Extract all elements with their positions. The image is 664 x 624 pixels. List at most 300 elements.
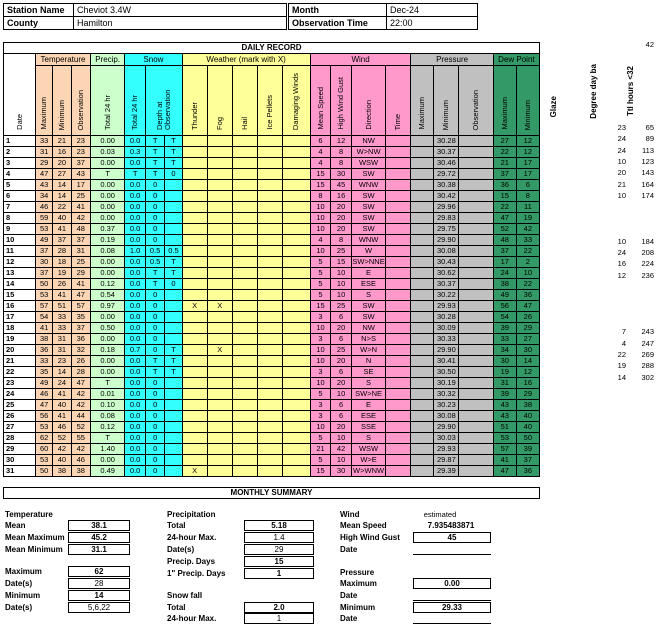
cell-temp-min: 31 [53, 334, 71, 345]
cell-temp-max: 50 [36, 279, 53, 290]
table-row [4, 334, 540, 345]
cell-thunder [182, 444, 207, 455]
cell-dew-min: 36 [516, 466, 539, 477]
cell-temp-max: 33 [36, 356, 53, 367]
cell-time [386, 279, 411, 290]
cell-time [386, 444, 411, 455]
cell-date: 27 [4, 422, 36, 433]
cell-temp-min: 41 [53, 290, 71, 301]
cell-precip-total: 0.18 [90, 345, 124, 356]
degree-day-value: 7 [621, 327, 626, 337]
station-info [3, 3, 287, 30]
cell-ice-pellets [258, 356, 283, 367]
cell-snow-depth-2 [165, 213, 182, 224]
cell-ice-pellets [258, 301, 283, 312]
cell-high-gust: 12 [331, 136, 352, 147]
temp-heading: Temperature [5, 510, 53, 519]
cell-precip-total: 0.12 [90, 422, 124, 433]
station-value: Cheviot 3.4W [74, 4, 287, 17]
cell-snow-total: 0.0 [125, 202, 146, 213]
cell-high-gust: 25 [331, 246, 352, 257]
cell-snow-depth-2 [165, 312, 182, 323]
cell-thunder [182, 147, 207, 158]
cell-temp-max: 53 [36, 290, 53, 301]
cell-snow-total: 0.0 [125, 191, 146, 202]
cell-pressure-min: 30.62 [434, 268, 459, 279]
cell-snow-depth: 0 [145, 312, 164, 323]
cell-temp-min: 42 [53, 444, 71, 455]
cell-thunder [182, 213, 207, 224]
cell-pressure-obs [459, 147, 493, 158]
cell-snow-total: 0.0 [125, 466, 146, 477]
cell-temp-obs: 42 [71, 389, 90, 400]
cell-temp-min: 41 [53, 411, 71, 422]
col-time: Time [386, 66, 411, 136]
cell-time [386, 466, 411, 477]
pressure-max-date-label: Date [340, 591, 358, 600]
col-thunder: Thunder [182, 66, 207, 136]
cell-temp-min: 33 [53, 312, 71, 323]
pressure-min-label: Minimum [340, 603, 376, 612]
table-row [4, 246, 540, 257]
temp-min-dates-label: Date(s) [5, 603, 33, 612]
degree-day-value: 10 [617, 191, 626, 201]
cell-time [386, 356, 411, 367]
cell-temp-obs: 35 [71, 312, 90, 323]
cell-temp-min: 41 [53, 389, 71, 400]
cell-dew-min: 17 [516, 169, 539, 180]
cell-time [386, 246, 411, 257]
cell-temp-min: 40 [53, 455, 71, 466]
degree-day-value: 10 [617, 236, 626, 246]
cell-dew-min: 19 [516, 213, 539, 224]
cell-ice-pellets [258, 136, 283, 147]
cell-pressure-max [411, 202, 434, 213]
cell-pressure-max [411, 323, 434, 334]
cell-direction: WNW [351, 235, 385, 246]
table-row [4, 378, 540, 389]
cell-ice-pellets [258, 213, 283, 224]
cell-dew-max: 48 [493, 235, 516, 246]
cell-temp-obs: 41 [71, 202, 90, 213]
table-row [4, 466, 540, 477]
cell-mean-speed: 15 [310, 301, 331, 312]
degree-day-value: 14 [617, 372, 626, 382]
cell-pressure-max [411, 224, 434, 235]
cell-pressure-max [411, 400, 434, 411]
cell-pressure-max [411, 455, 434, 466]
cell-damaging-winds [283, 268, 310, 279]
cell-snow-depth: 0 [145, 213, 164, 224]
cell-direction: S [351, 290, 385, 301]
cell-temp-min: 14 [53, 180, 71, 191]
cell-temp-max: 60 [36, 444, 53, 455]
cell-snow-depth: 0 [145, 455, 164, 466]
cell-high-gust: 20 [331, 224, 352, 235]
cell-temp-obs: 41 [71, 279, 90, 290]
group-wind: Wind [310, 54, 411, 66]
cell-snow-depth-2 [165, 389, 182, 400]
cell-date: 15 [4, 290, 36, 301]
cell-pressure-obs [459, 356, 493, 367]
cell-temp-max: 41 [36, 323, 53, 334]
cell-direction: SW [351, 301, 385, 312]
cell-pressure-obs [459, 158, 493, 169]
precip-max24-value: 1.4 [244, 532, 314, 543]
cell-thunder [182, 180, 207, 191]
cell-temp-max: 46 [36, 389, 53, 400]
cell-temp-obs: 42 [71, 213, 90, 224]
col-dew-min: Minimum [516, 66, 539, 136]
table-row [4, 312, 540, 323]
cell-temp-obs: 29 [71, 268, 90, 279]
cell-dew-max: 43 [493, 400, 516, 411]
cell-high-gust: 8 [331, 158, 352, 169]
degree-day-value: 24 [617, 134, 626, 144]
cell-dew-min: 6 [516, 180, 539, 191]
cell-mean-speed: 4 [310, 235, 331, 246]
cell-thunder [182, 158, 207, 169]
cell-snow-total: 0.0 [125, 268, 146, 279]
cell-ice-pellets [258, 411, 283, 422]
cell-temp-obs: 42 [71, 444, 90, 455]
table-row [4, 191, 540, 202]
cell-temp-obs: 23 [71, 147, 90, 158]
cell-temp-min: 27 [53, 169, 71, 180]
cell-temp-obs: 57 [71, 301, 90, 312]
cell-direction: SW [351, 213, 385, 224]
precip-heading: Precipitation [167, 510, 216, 519]
ttl-hours-value: 184 [641, 236, 654, 246]
cell-dew-max: 22 [493, 147, 516, 158]
cell-snow-total: 0.0 [125, 301, 146, 312]
cell-snow-depth: 0.5 [145, 246, 164, 257]
cell-pressure-max [411, 257, 434, 268]
glaze-header: Glaze [549, 96, 558, 118]
cell-precip-total: T [90, 169, 124, 180]
cell-mean-speed: 15 [310, 169, 331, 180]
cell-high-gust: 20 [331, 378, 352, 389]
cell-snow-total: 0.0 [125, 323, 146, 334]
cell-direction: N [351, 356, 385, 367]
ttl-hours-value: 65 [645, 123, 654, 132]
cell-ice-pellets [258, 334, 283, 345]
cell-time [386, 136, 411, 147]
cell-pressure-obs [459, 191, 493, 202]
cell-direction: SW [351, 202, 385, 213]
group-pressure: Pressure [411, 54, 493, 66]
cell-pressure-min: 30.33 [434, 334, 459, 345]
cell-direction: SW>NE [351, 389, 385, 400]
cell-mean-speed: 5 [310, 290, 331, 301]
cell-mean-speed: 15 [310, 466, 331, 477]
degree-day-value: 4 [621, 338, 626, 348]
cell-dew-min: 10 [516, 268, 539, 279]
cell-date: 7 [4, 202, 36, 213]
cell-snow-depth: T [145, 158, 164, 169]
cell-high-gust: 10 [331, 455, 352, 466]
table-row [4, 213, 540, 224]
cell-time [386, 268, 411, 279]
cell-snow-depth-2 [165, 422, 182, 433]
cell-dew-max: 27 [493, 136, 516, 147]
cell-dew-max: 30 [493, 356, 516, 367]
col-snow-depth: Depth at Observation [145, 66, 182, 136]
degree-day-value: 24 [617, 247, 626, 257]
cell-damaging-winds [283, 202, 310, 213]
cell-direction: SW>NNE [352, 257, 385, 266]
cell-damaging-winds [283, 400, 310, 411]
cell-pressure-min: 29.93 [434, 301, 459, 312]
cell-snow-depth: 0 [145, 290, 164, 301]
cell-ice-pellets [258, 235, 283, 246]
cell-temp-max: 53 [36, 224, 53, 235]
cell-snow-total: 0.7 [125, 345, 146, 356]
cell-pressure-obs [459, 268, 493, 279]
cell-precip-total: 0.00 [90, 268, 124, 279]
cell-hail [232, 224, 257, 235]
cell-dew-max: 51 [493, 422, 516, 433]
cell-thunder [182, 224, 207, 235]
cell-precip-total: 0.00 [90, 158, 124, 169]
cell-pressure-obs [459, 323, 493, 334]
cell-pressure-obs [459, 444, 493, 455]
cell-high-gust: 42 [331, 444, 352, 455]
cell-temp-obs: 37 [71, 158, 90, 169]
cell-date: 12 [4, 257, 36, 268]
cell-pressure-obs [459, 400, 493, 411]
cell-snow-depth-2 [165, 378, 182, 389]
cell-dew-max: 53 [493, 433, 516, 444]
cell-pressure-obs [459, 334, 493, 345]
cell-snow-total: 0.0 [125, 334, 146, 345]
cell-ice-pellets [258, 224, 283, 235]
cell-dew-min: 16 [516, 378, 539, 389]
cell-dew-min: 8 [516, 191, 539, 202]
ttl-hours-value: 236 [641, 270, 654, 280]
pressure-min-date-label: Date [340, 614, 358, 623]
cell-dew-max: 21 [493, 158, 516, 169]
cell-temp-obs: 25 [71, 257, 90, 268]
cell-snow-total: 0.0 [125, 367, 146, 378]
cell-dew-max: 41 [493, 455, 516, 466]
cell-pressure-obs [459, 169, 493, 180]
cell-hail [232, 136, 257, 147]
cell-precip-total: 0.37 [90, 224, 124, 235]
cell-dew-min: 33 [516, 235, 539, 246]
cell-temp-obs: 23 [71, 136, 90, 147]
degree-day-value: 22 [617, 350, 626, 359]
cell-dew-max: 37 [493, 169, 516, 180]
cell-hail [232, 279, 257, 290]
cell-time [386, 367, 411, 378]
cell-snow-depth-2 [165, 290, 182, 301]
cell-thunder [182, 169, 207, 180]
table-row [4, 444, 540, 455]
cell-ice-pellets [258, 158, 283, 169]
temp-mean-min-value: 31.1 [68, 544, 130, 555]
cell-damaging-winds [283, 213, 310, 224]
cell-dew-max: 37 [493, 246, 516, 257]
cell-thunder [182, 400, 207, 411]
cell-dew-max: 49 [493, 290, 516, 301]
degree-day-value: 16 [617, 259, 626, 269]
cell-temp-obs: 28 [71, 367, 90, 378]
cell-snow-depth-2 [165, 301, 182, 312]
cell-thunder [182, 202, 207, 213]
cell-snow-total: 0.0 [125, 235, 146, 246]
cell-pressure-max [411, 213, 434, 224]
cell-thunder [182, 422, 207, 433]
cell-pressure-obs [459, 224, 493, 235]
cell-fog [207, 334, 232, 345]
cell-high-gust: 6 [331, 367, 352, 378]
cell-hail [232, 290, 257, 301]
cell-date: 30 [4, 455, 36, 466]
cell-pressure-max [411, 180, 434, 191]
county-label: County [4, 17, 74, 30]
cell-snow-depth: 0 [145, 378, 164, 389]
cell-temp-obs: 37 [71, 323, 90, 334]
cell-dew-max: 57 [493, 444, 516, 455]
cell-mean-speed: 5 [310, 455, 331, 466]
table-row [4, 158, 540, 169]
cell-snow-depth-2 [165, 224, 182, 235]
cell-hail [232, 235, 257, 246]
cell-ice-pellets [258, 422, 283, 433]
cell-precip-total: 0.00 [90, 202, 124, 213]
cell-ice-pellets [258, 290, 283, 301]
cell-mean-speed: 3 [310, 334, 331, 345]
precip-max24-label: 24-hour Max. [167, 533, 217, 542]
cell-dew-min: 26 [516, 312, 539, 323]
cell-hail [232, 246, 257, 257]
cell-dew-min: 39 [516, 444, 539, 455]
cell-dew-min: 30 [516, 345, 539, 356]
cell-fog [207, 257, 232, 268]
cell-high-gust: 30 [331, 466, 352, 477]
cell-snow-depth-2 [165, 202, 182, 213]
cell-time [386, 257, 411, 268]
cell-damaging-winds [283, 158, 310, 169]
col-date: Date [4, 66, 36, 136]
cell-hail [232, 356, 257, 367]
cell-date: 16 [4, 301, 36, 312]
cell-date: 3 [4, 158, 36, 169]
cell-snow-depth-2 [165, 433, 182, 444]
cell-snow-depth: 0 [145, 433, 164, 444]
cell-snow-total: 0.0 [125, 180, 146, 191]
cell-pressure-max [411, 191, 434, 202]
cell-pressure-min: 29.96 [434, 202, 459, 213]
cell-temp-max: 59 [36, 213, 53, 224]
cell-time [386, 345, 411, 356]
cell-time [386, 202, 411, 213]
cell-temp-obs: 25 [71, 191, 90, 202]
cell-damaging-winds [283, 422, 310, 433]
cell-date: 22 [4, 367, 36, 378]
cell-damaging-winds [283, 323, 310, 334]
cell-damaging-winds [283, 444, 310, 455]
col-pressure-obs: Observation [459, 66, 493, 136]
cell-precip-total: T [90, 378, 124, 389]
ttl-hours-value: 247 [641, 338, 654, 348]
county-value: Hamilton [74, 17, 287, 30]
cell-mean-speed: 5 [310, 268, 331, 279]
cell-precip-total: 0.00 [90, 191, 124, 202]
cell-hail [232, 345, 257, 356]
cell-direction: S [351, 378, 385, 389]
cell-temp-obs: 52 [71, 422, 90, 433]
cell-pressure-obs [459, 345, 493, 356]
group-temperature: Temperature [36, 54, 91, 66]
cell-hail [232, 455, 257, 466]
cell-temp-min: 38 [53, 466, 71, 477]
cell-pressure-obs [459, 136, 493, 147]
cell-pressure-max [411, 378, 434, 389]
col-dew-max: Maximum [493, 66, 516, 136]
ttl-hours-value: 224 [641, 259, 654, 269]
cell-dew-max: 31 [493, 378, 516, 389]
cell-hail [232, 312, 257, 323]
cell-snow-total: 0.0 [125, 389, 146, 400]
precip-inch-days-label: 1" Precip. Days [167, 569, 226, 578]
cell-date: 5 [4, 180, 36, 191]
cell-pressure-min: 29.87 [434, 455, 459, 466]
cell-pressure-min: 30.37 [434, 147, 459, 158]
cell-fog [207, 312, 232, 323]
cell-pressure-max [411, 367, 434, 378]
cell-snow-depth-2 [165, 334, 182, 345]
cell-pressure-obs [459, 301, 493, 312]
cell-precip-total: 0.19 [90, 235, 124, 246]
cell-snow-depth-2 [165, 191, 182, 202]
cell-snow-depth: 0.5 [145, 257, 164, 268]
cell-mean-speed: 3 [310, 367, 331, 378]
cell-snow-depth: 0 [145, 180, 164, 191]
cell-snow-depth-2: T [165, 136, 182, 147]
cell-precip-total: 0.10 [90, 400, 124, 411]
temp-min-dates-value: 5,6,22 [68, 602, 130, 613]
pressure-heading: Pressure [340, 568, 375, 577]
cell-temp-obs: 26 [71, 356, 90, 367]
cell-direction: W [351, 246, 385, 257]
cell-snow-depth-2: T [165, 356, 182, 367]
cell-time [386, 378, 411, 389]
cell-snow-depth: 0 [145, 422, 164, 433]
group-weather: Weather (mark with X) [182, 54, 310, 66]
cell-precip-total: 0.00 [90, 257, 124, 268]
cell-temp-min: 22 [53, 202, 71, 213]
cell-temp-min: 31 [53, 345, 71, 356]
month-info [288, 3, 478, 30]
cell-snow-total: 0.0 [125, 378, 146, 389]
cell-time [386, 169, 411, 180]
table-row [4, 136, 540, 147]
cell-fog [207, 400, 232, 411]
cell-snow-depth: 0 [145, 191, 164, 202]
cell-dew-max: 56 [493, 301, 516, 312]
cell-pressure-min: 29.90 [434, 235, 459, 246]
cell-snow-total: 0.0 [125, 444, 146, 455]
cell-fog [207, 356, 232, 367]
cell-dew-min: 47 [516, 301, 539, 312]
pressure-min-date-value [413, 613, 491, 624]
cell-high-gust: 10 [331, 433, 352, 444]
cell-snow-total: 1.0 [125, 246, 146, 257]
cell-mean-speed: 5 [310, 257, 331, 268]
cell-mean-speed: 5 [310, 433, 331, 444]
